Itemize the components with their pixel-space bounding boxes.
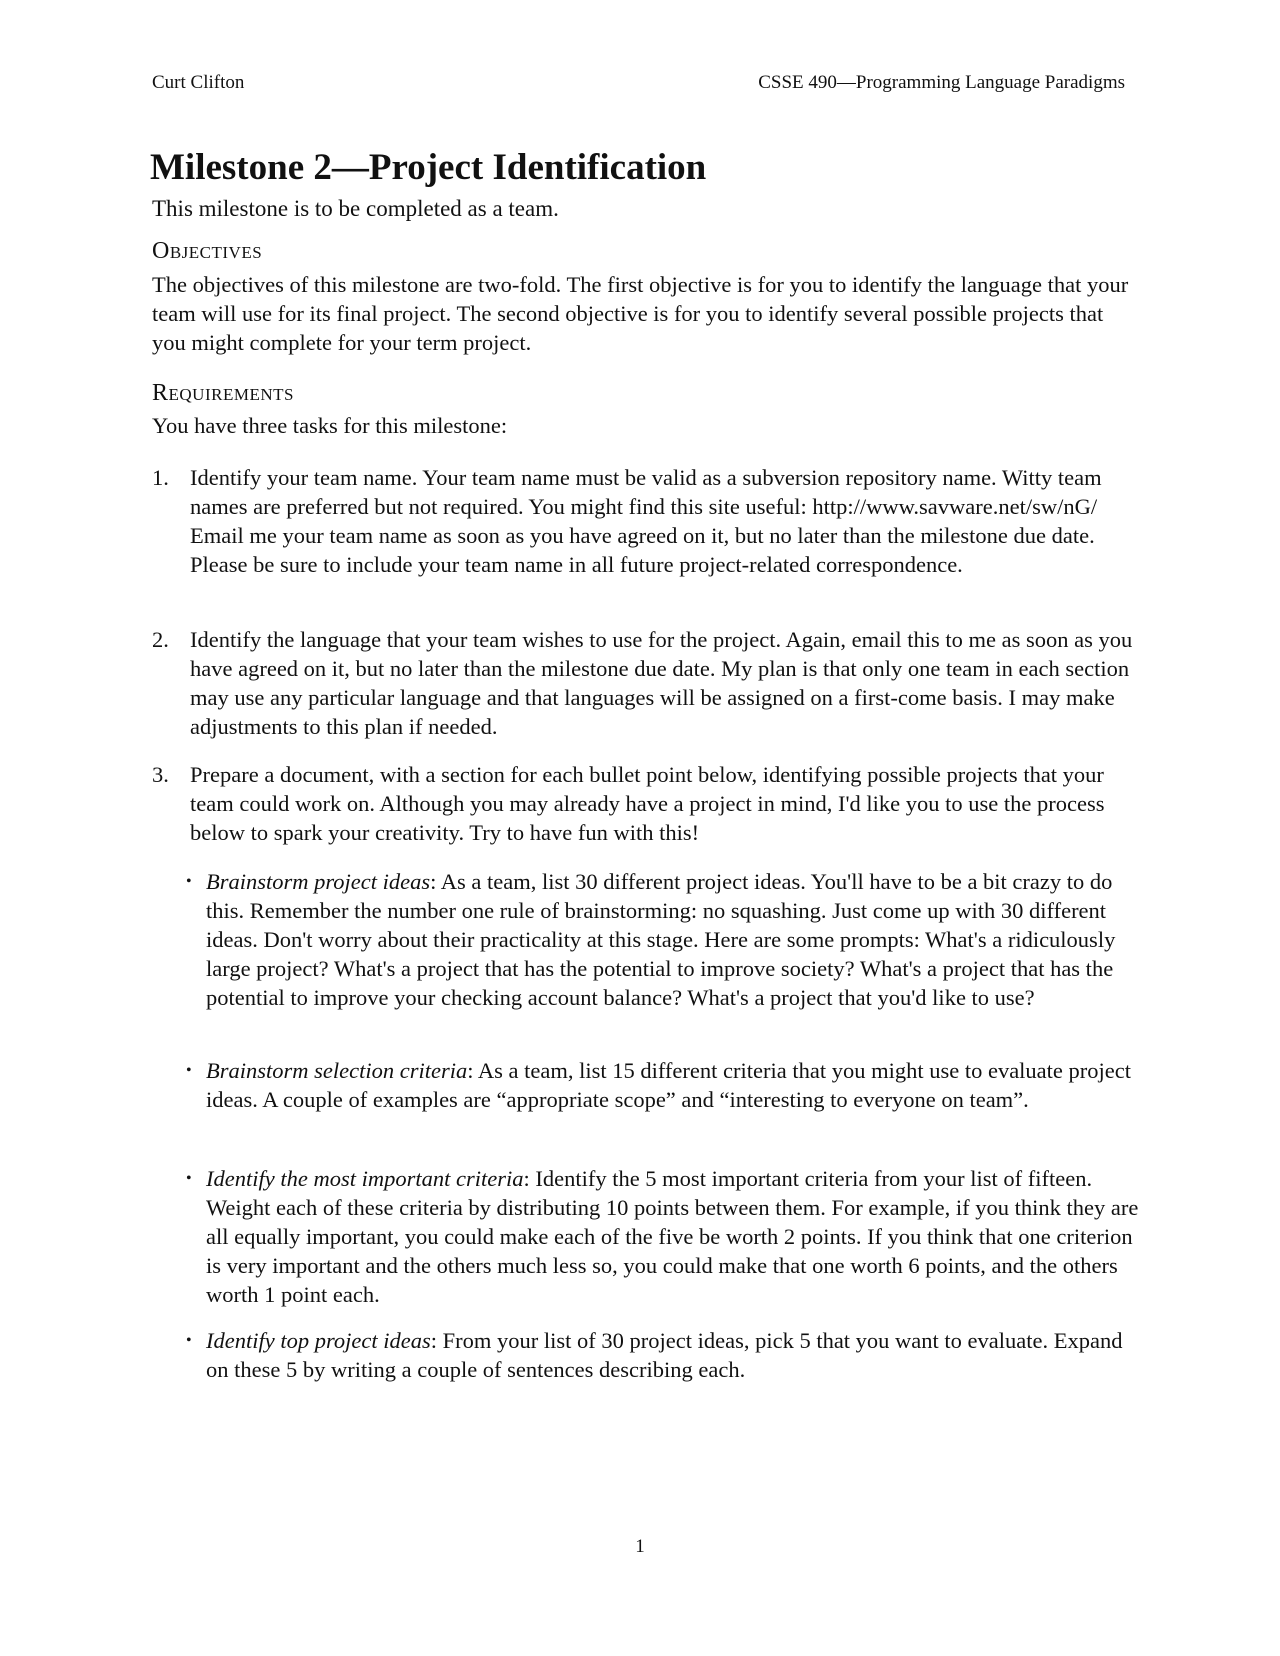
bullet-icon: • [186, 1062, 192, 1079]
page-title: Milestone 2—Project Identification [150, 147, 707, 188]
bullet-description: : From your list of 30 project ideas, pick 5 that you want to evaluate. Expand on these 5 by writing a couple of sentences describing each. [206, 1328, 1123, 1382]
header-course: CSSE 490—Programming Language Paradigms [758, 72, 1125, 93]
page-number: 1 [635, 1536, 645, 1557]
item-number: 2. [152, 627, 169, 652]
bullet-item [186, 867, 1146, 1012]
header-author: Curt Clifton [152, 72, 245, 93]
bullet-icon: • [186, 873, 192, 890]
bullet-icon: • [186, 1332, 192, 1349]
objectives-text: The objectives of this milestone are two-fold. The first objective is for you to identify the language that your team will use for its final project. The second objective is for you to identify several possible projects that you might complete for your term project. [152, 272, 1129, 355]
bullet-icon: • [186, 1170, 192, 1187]
bullet-description: : Identify the 5 most important criteria from your list of fifteen. Weight each of these criteria by distributing 10 points between them. For example, if you think they are all equally important, you could make each of the five be worth 2 points. If you think that one criterion is very important and the others much less so, you could make that one worth 6 points, and the others worth 1 point each. [206, 1166, 1139, 1307]
requirement-item [152, 463, 1142, 579]
bullet-text [206, 1056, 1146, 1114]
page-header [152, 72, 1125, 94]
item-number: 3. [152, 762, 169, 787]
requirements-heading: Requirements [152, 380, 294, 406]
objectives-heading: Objectives [152, 238, 263, 264]
bullet-text [206, 1164, 1146, 1309]
item-text: Prepare a document, with a section for each bullet point below, identifying possible projects that your team could work on. Although you may already have a project in mind, I'd like you to use the process below to spark your creativity. Try to have fun with this! [190, 762, 1105, 845]
bullet-text [206, 1326, 1146, 1384]
item-text: Identify the language that your team wishes to use for the project. Again, email this to me as soon as you have agreed on it, but no later than the milestone due date. My plan is that only one team in each section may use any particular language and that languages will be assigned on a first-come basis. I may make adjustments to this plan if needed. [190, 627, 1133, 739]
requirement-item [152, 625, 1142, 741]
item-text: Identify your team name. Your team name must be valid as a subversion repository name. Witty team names are preferred but not required. You might find this site useful: http://www.savware.net/sw/nG/ Email me your team name as soon as you have agreed on it, but no later than the milestone due date. Please be sure to include your team name in all future project-related correspondence. [190, 465, 1102, 577]
bullet-description: : As a team, list 30 different project ideas. You'll have to be a bit crazy to do this. Remember the number one rule of brainstorming: no squashing. Just come up with 30 different ideas. Don't worry about their practicality at this stage. Here are some prompts: What's a ridiculously large project? What's a project that has the potential to improve society? What's a project that has the potential to improve your checking account balance? What's a project that you'd like to use? [206, 869, 1116, 1010]
bullet-description: : As a team, list 15 different criteria that you might use to evaluate project ideas. A couple of examples are “appropriate scope” and “interesting to everyone on team”. [206, 1058, 1131, 1112]
bullet-text [206, 867, 1146, 1012]
page-subtitle: This milestone is to be completed as a team. [152, 196, 559, 221]
bullet-item [186, 1326, 1146, 1384]
requirement-item [152, 760, 1142, 847]
bullet-item [186, 1056, 1146, 1114]
item-number: 1. [152, 465, 169, 490]
bullet-term: Identify the most important criteria [206, 1166, 524, 1191]
requirements-intro: You have three tasks for this milestone: [152, 413, 508, 438]
bullet-item [186, 1164, 1146, 1309]
bullet-term: Brainstorm project ideas [206, 869, 431, 894]
bullet-term: Brainstorm selection criteria [206, 1058, 468, 1083]
bullet-term: Identify top project ideas [206, 1328, 431, 1353]
